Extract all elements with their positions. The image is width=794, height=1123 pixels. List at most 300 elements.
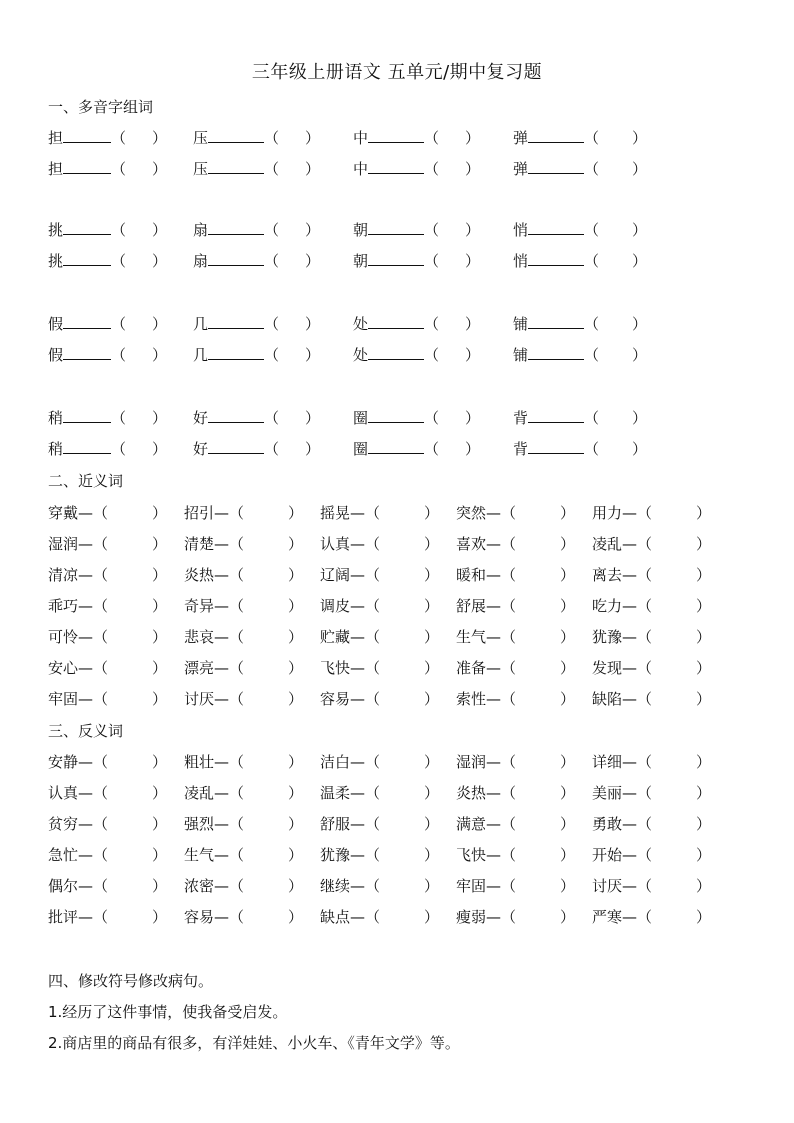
antonym-word: 粗壮 <box>184 753 215 771</box>
synonym-item[interactable] <box>184 533 244 554</box>
answer-blank[interactable] <box>208 159 264 174</box>
synonym-word: 辽阔 <box>320 566 351 584</box>
antonym-item[interactable] <box>320 875 380 896</box>
dash-paren: —（ <box>350 566 381 584</box>
close-paren: ） <box>424 628 440 646</box>
dash-paren: —（ <box>622 877 653 895</box>
antonym-word: 继续 <box>320 877 351 895</box>
synonym-item[interactable] <box>592 564 652 585</box>
synonym-word: 认真 <box>320 535 351 553</box>
dash-paren: —（ <box>214 504 245 522</box>
polyphonic-item <box>513 219 599 240</box>
dash-paren: —（ <box>486 535 517 553</box>
antonym-word: 认真 <box>48 784 79 802</box>
dash-paren: —（ <box>350 784 381 802</box>
close-paren: ） <box>696 753 712 771</box>
polyphonic-char: 中 <box>353 160 369 178</box>
synonym-word: 飞快 <box>320 659 351 677</box>
polyphonic-item <box>48 344 126 365</box>
antonym-item[interactable] <box>456 906 516 927</box>
answer-blank[interactable] <box>208 439 264 454</box>
close-paren: ） <box>632 221 648 239</box>
polyphonic-item <box>48 127 126 148</box>
close-paren: ） <box>152 252 168 270</box>
close-paren: ） <box>560 504 576 522</box>
open-paren: （ <box>264 252 280 270</box>
close-paren: ） <box>465 221 481 239</box>
dash-paren: —（ <box>78 753 109 771</box>
answer-blank[interactable] <box>208 408 264 423</box>
antonym-item[interactable] <box>320 813 380 834</box>
antonym-item[interactable] <box>592 906 652 927</box>
antonym-item[interactable] <box>48 906 108 927</box>
polyphonic-item <box>513 438 599 459</box>
answer-blank[interactable] <box>368 408 424 423</box>
answer-blank[interactable] <box>368 251 424 266</box>
antonym-item[interactable] <box>592 751 652 772</box>
synonym-item[interactable] <box>456 688 516 709</box>
synonym-item[interactable] <box>48 688 108 709</box>
answer-blank[interactable] <box>368 128 424 143</box>
antonym-word: 急忙 <box>48 846 79 864</box>
polyphonic-char: 悄 <box>513 252 529 270</box>
antonym-item[interactable] <box>592 875 652 896</box>
polyphonic-item <box>193 250 279 271</box>
close-paren: ） <box>288 815 304 833</box>
antonym-item[interactable] <box>48 813 108 834</box>
close-paren: ） <box>152 908 168 926</box>
close-paren: ） <box>424 535 440 553</box>
dash-paren: —（ <box>214 877 245 895</box>
close-paren: ） <box>305 221 321 239</box>
synonym-word: 调皮 <box>320 597 351 615</box>
open-paren: （ <box>111 346 127 364</box>
antonym-item[interactable] <box>48 875 108 896</box>
antonym-item[interactable] <box>456 813 516 834</box>
synonym-item[interactable] <box>48 626 108 647</box>
close-paren: ） <box>696 628 712 646</box>
dash-paren: —（ <box>350 597 381 615</box>
close-paren: ） <box>560 690 576 708</box>
dash-paren: —（ <box>214 690 245 708</box>
dash-paren: —（ <box>78 566 109 584</box>
dash-paren: —（ <box>350 846 381 864</box>
antonym-row <box>0 782 794 804</box>
polyphonic-row <box>0 127 794 149</box>
open-paren: （ <box>424 409 440 427</box>
close-paren: ） <box>632 315 648 333</box>
close-paren: ） <box>288 597 304 615</box>
close-paren: ） <box>288 566 304 584</box>
synonym-item[interactable] <box>592 595 652 616</box>
synonym-row <box>0 502 794 524</box>
polyphonic-item <box>513 344 599 365</box>
answer-blank[interactable] <box>63 251 111 266</box>
synonym-word: 可怜 <box>48 628 79 646</box>
close-paren: ） <box>152 346 168 364</box>
close-paren: ） <box>632 409 648 427</box>
correction-sentence-2: 2.商店里的商品有很多，有洋娃娃、小火车、《青年文学》等。 <box>48 1034 460 1052</box>
antonym-item[interactable] <box>48 782 108 803</box>
polyphonic-char: 几 <box>193 315 209 333</box>
antonym-item[interactable] <box>48 751 108 772</box>
polyphonic-char: 扇 <box>193 221 209 239</box>
answer-blank[interactable] <box>368 314 424 329</box>
synonym-item[interactable] <box>456 595 516 616</box>
synonym-item[interactable] <box>592 626 652 647</box>
answer-blank[interactable] <box>528 345 584 360</box>
close-paren: ） <box>632 160 648 178</box>
synonym-word: 贮藏 <box>320 628 351 646</box>
open-paren: （ <box>264 129 280 147</box>
answer-blank[interactable] <box>368 159 424 174</box>
synonym-item[interactable] <box>48 533 108 554</box>
polyphonic-item <box>48 438 126 459</box>
answer-blank[interactable] <box>63 314 111 329</box>
close-paren: ） <box>152 566 168 584</box>
open-paren: （ <box>264 409 280 427</box>
section-heading-correction: 四、修改符号修改病句。 <box>48 972 214 990</box>
dash-paren: —（ <box>486 877 517 895</box>
synonym-word: 招引 <box>184 504 215 522</box>
synonym-item[interactable] <box>48 564 108 585</box>
antonym-item[interactable] <box>320 844 380 865</box>
synonym-item[interactable] <box>184 502 244 523</box>
dash-paren: —（ <box>214 784 245 802</box>
synonym-word: 摇晃 <box>320 504 351 522</box>
polyphonic-char: 背 <box>513 440 529 458</box>
synonym-item[interactable] <box>320 626 380 647</box>
close-paren: ） <box>632 252 648 270</box>
antonym-item[interactable] <box>320 782 380 803</box>
open-paren: （ <box>264 221 280 239</box>
close-paren: ） <box>152 535 168 553</box>
answer-blank[interactable] <box>63 220 111 235</box>
antonym-item[interactable] <box>592 782 652 803</box>
polyphonic-row <box>0 438 794 460</box>
close-paren: ） <box>152 504 168 522</box>
synonym-item[interactable] <box>456 626 516 647</box>
synonym-item[interactable] <box>184 564 244 585</box>
synonym-item[interactable] <box>592 533 652 554</box>
synonym-item[interactable] <box>456 533 516 554</box>
polyphonic-item <box>353 250 439 271</box>
dash-paren: —（ <box>78 504 109 522</box>
close-paren: ） <box>305 252 321 270</box>
antonym-item[interactable] <box>48 844 108 865</box>
close-paren: ） <box>288 504 304 522</box>
antonym-item[interactable] <box>184 813 244 834</box>
dash-paren: —（ <box>78 784 109 802</box>
answer-blank[interactable] <box>208 251 264 266</box>
polyphonic-item <box>353 344 439 365</box>
dash-paren: —（ <box>622 815 653 833</box>
antonym-word: 偶尔 <box>48 877 79 895</box>
synonym-item[interactable] <box>184 688 244 709</box>
synonym-word: 用力 <box>592 504 623 522</box>
answer-blank[interactable] <box>528 128 584 143</box>
open-paren: （ <box>111 221 127 239</box>
dash-paren: —（ <box>350 753 381 771</box>
answer-blank[interactable] <box>528 220 584 235</box>
close-paren: ） <box>152 597 168 615</box>
synonym-item[interactable] <box>184 595 244 616</box>
answer-blank[interactable] <box>368 220 424 235</box>
polyphonic-item <box>353 219 439 240</box>
synonym-word: 牢固 <box>48 690 79 708</box>
polyphonic-item <box>513 313 599 334</box>
dash-paren: —（ <box>622 535 653 553</box>
open-paren: （ <box>584 346 600 364</box>
synonym-row <box>0 533 794 555</box>
antonym-item[interactable] <box>184 906 244 927</box>
dash-paren: —（ <box>214 846 245 864</box>
synonym-item[interactable] <box>456 564 516 585</box>
antonym-item[interactable] <box>592 813 652 834</box>
dash-paren: —（ <box>622 908 653 926</box>
polyphonic-item <box>353 158 439 179</box>
synonym-item[interactable] <box>320 595 380 616</box>
close-paren: ） <box>424 815 440 833</box>
answer-blank[interactable] <box>63 439 111 454</box>
synonym-item[interactable] <box>456 502 516 523</box>
open-paren: （ <box>424 252 440 270</box>
polyphonic-char: 挑 <box>48 221 64 239</box>
answer-blank[interactable] <box>208 345 264 360</box>
synonym-item[interactable] <box>320 564 380 585</box>
answer-blank[interactable] <box>208 128 264 143</box>
close-paren: ） <box>152 440 168 458</box>
answer-blank[interactable] <box>63 345 111 360</box>
dash-paren: —（ <box>486 659 517 677</box>
antonym-item[interactable] <box>184 751 244 772</box>
antonym-item[interactable] <box>456 782 516 803</box>
dash-paren: —（ <box>350 628 381 646</box>
dash-paren: —（ <box>214 815 245 833</box>
dash-paren: —（ <box>214 628 245 646</box>
antonym-item[interactable] <box>184 844 244 865</box>
synonym-item[interactable] <box>184 657 244 678</box>
antonym-word: 安静 <box>48 753 79 771</box>
close-paren: ） <box>560 628 576 646</box>
open-paren: （ <box>424 440 440 458</box>
open-paren: （ <box>111 160 127 178</box>
polyphonic-item <box>353 438 439 459</box>
open-paren: （ <box>584 409 600 427</box>
synonym-word: 暖和 <box>456 566 487 584</box>
close-paren: ） <box>696 877 712 895</box>
antonym-item[interactable] <box>592 844 652 865</box>
antonym-row <box>0 813 794 835</box>
polyphonic-row <box>0 344 794 366</box>
answer-blank[interactable] <box>63 408 111 423</box>
close-paren: ） <box>152 784 168 802</box>
polyphonic-char: 处 <box>353 315 369 333</box>
open-paren: （ <box>584 129 600 147</box>
synonym-row <box>0 626 794 648</box>
synonym-item[interactable] <box>48 595 108 616</box>
answer-blank[interactable] <box>208 314 264 329</box>
close-paren: ） <box>696 597 712 615</box>
polyphonic-char: 扇 <box>193 252 209 270</box>
open-paren: （ <box>584 252 600 270</box>
close-paren: ） <box>424 908 440 926</box>
antonym-item[interactable] <box>320 751 380 772</box>
close-paren: ） <box>560 784 576 802</box>
close-paren: ） <box>696 659 712 677</box>
close-paren: ） <box>560 659 576 677</box>
dash-paren: —（ <box>486 504 517 522</box>
synonym-word: 生气 <box>456 628 487 646</box>
synonym-word: 缺陷 <box>592 690 623 708</box>
dash-paren: —（ <box>78 815 109 833</box>
answer-blank[interactable] <box>63 128 111 143</box>
close-paren: ） <box>152 628 168 646</box>
close-paren: ） <box>465 315 481 333</box>
antonym-word: 容易 <box>184 908 215 926</box>
close-paren: ） <box>305 409 321 427</box>
antonym-word: 批评 <box>48 908 79 926</box>
antonym-item[interactable] <box>456 751 516 772</box>
close-paren: ） <box>632 440 648 458</box>
antonym-word: 详细 <box>592 753 623 771</box>
dash-paren: —（ <box>622 566 653 584</box>
polyphonic-item <box>193 127 279 148</box>
antonym-word: 犹豫 <box>320 846 351 864</box>
open-paren: （ <box>111 315 127 333</box>
answer-blank[interactable] <box>528 251 584 266</box>
synonym-item[interactable] <box>592 688 652 709</box>
close-paren: ） <box>305 315 321 333</box>
antonym-word: 温柔 <box>320 784 351 802</box>
polyphonic-item <box>353 313 439 334</box>
synonym-item[interactable] <box>184 626 244 647</box>
synonym-word: 准备 <box>456 659 487 677</box>
synonym-word: 安心 <box>48 659 79 677</box>
dash-paren: —（ <box>78 846 109 864</box>
close-paren: ） <box>305 160 321 178</box>
close-paren: ） <box>424 784 440 802</box>
answer-blank[interactable] <box>368 345 424 360</box>
answer-blank[interactable] <box>528 159 584 174</box>
synonym-word: 穿戴 <box>48 504 79 522</box>
answer-blank[interactable] <box>208 220 264 235</box>
close-paren: ） <box>288 877 304 895</box>
close-paren: ） <box>152 129 168 147</box>
close-paren: ） <box>424 846 440 864</box>
antonym-item[interactable] <box>320 906 380 927</box>
close-paren: ） <box>465 440 481 458</box>
synonym-item[interactable] <box>320 502 380 523</box>
polyphonic-item <box>48 219 126 240</box>
open-paren: （ <box>424 315 440 333</box>
answer-blank[interactable] <box>368 439 424 454</box>
polyphonic-char: 挑 <box>48 252 64 270</box>
close-paren: ） <box>696 846 712 864</box>
antonym-item[interactable] <box>184 782 244 803</box>
synonym-item[interactable] <box>320 688 380 709</box>
dash-paren: —（ <box>486 846 517 864</box>
polyphonic-item <box>513 250 599 271</box>
close-paren: ） <box>696 535 712 553</box>
answer-blank[interactable] <box>63 159 111 174</box>
close-paren: ） <box>288 784 304 802</box>
dash-paren: —（ <box>486 908 517 926</box>
close-paren: ） <box>465 160 481 178</box>
dash-paren: —（ <box>622 597 653 615</box>
dash-paren: —（ <box>486 753 517 771</box>
polyphonic-char: 圈 <box>353 440 369 458</box>
antonym-row <box>0 906 794 928</box>
polyphonic-char: 背 <box>513 409 529 427</box>
polyphonic-char: 中 <box>353 129 369 147</box>
antonym-item[interactable] <box>184 875 244 896</box>
close-paren: ） <box>288 846 304 864</box>
dash-paren: —（ <box>350 659 381 677</box>
close-paren: ） <box>424 566 440 584</box>
answer-blank[interactable] <box>528 408 584 423</box>
antonym-word: 牢固 <box>456 877 487 895</box>
dash-paren: —（ <box>486 815 517 833</box>
open-paren: （ <box>584 160 600 178</box>
synonym-item[interactable] <box>592 502 652 523</box>
polyphonic-item <box>513 158 599 179</box>
dash-paren: —（ <box>486 690 517 708</box>
close-paren: ） <box>152 659 168 677</box>
dash-paren: —（ <box>622 784 653 802</box>
close-paren: ） <box>152 753 168 771</box>
antonym-word: 瘦弱 <box>456 908 487 926</box>
polyphonic-char: 担 <box>48 160 64 178</box>
dash-paren: —（ <box>78 659 109 677</box>
close-paren: ） <box>560 877 576 895</box>
synonym-word: 喜欢 <box>456 535 487 553</box>
dash-paren: —（ <box>622 690 653 708</box>
antonym-word: 满意 <box>456 815 487 833</box>
synonym-word: 悲哀 <box>184 628 215 646</box>
open-paren: （ <box>584 440 600 458</box>
synonym-item[interactable] <box>320 533 380 554</box>
polyphonic-char: 稍 <box>48 440 64 458</box>
close-paren: ） <box>305 129 321 147</box>
close-paren: ） <box>424 877 440 895</box>
open-paren: （ <box>424 346 440 364</box>
synonym-item[interactable] <box>456 657 516 678</box>
close-paren: ） <box>305 440 321 458</box>
close-paren: ） <box>424 504 440 522</box>
synonym-word: 湿润 <box>48 535 79 553</box>
synonym-item[interactable] <box>48 502 108 523</box>
close-paren: ） <box>305 346 321 364</box>
open-paren: （ <box>264 440 280 458</box>
polyphonic-row <box>0 158 794 180</box>
polyphonic-char: 假 <box>48 346 64 364</box>
synonym-word: 容易 <box>320 690 351 708</box>
synonym-word: 讨厌 <box>184 690 215 708</box>
polyphonic-row <box>0 313 794 335</box>
synonym-word: 索性 <box>456 690 487 708</box>
synonym-item[interactable] <box>592 657 652 678</box>
synonym-item[interactable] <box>48 657 108 678</box>
answer-blank[interactable] <box>528 439 584 454</box>
antonym-item[interactable] <box>456 844 516 865</box>
antonym-item[interactable] <box>456 875 516 896</box>
answer-blank[interactable] <box>528 314 584 329</box>
polyphonic-item <box>193 313 279 334</box>
synonym-item[interactable] <box>320 657 380 678</box>
polyphonic-item <box>48 158 126 179</box>
polyphonic-char: 好 <box>193 409 209 427</box>
